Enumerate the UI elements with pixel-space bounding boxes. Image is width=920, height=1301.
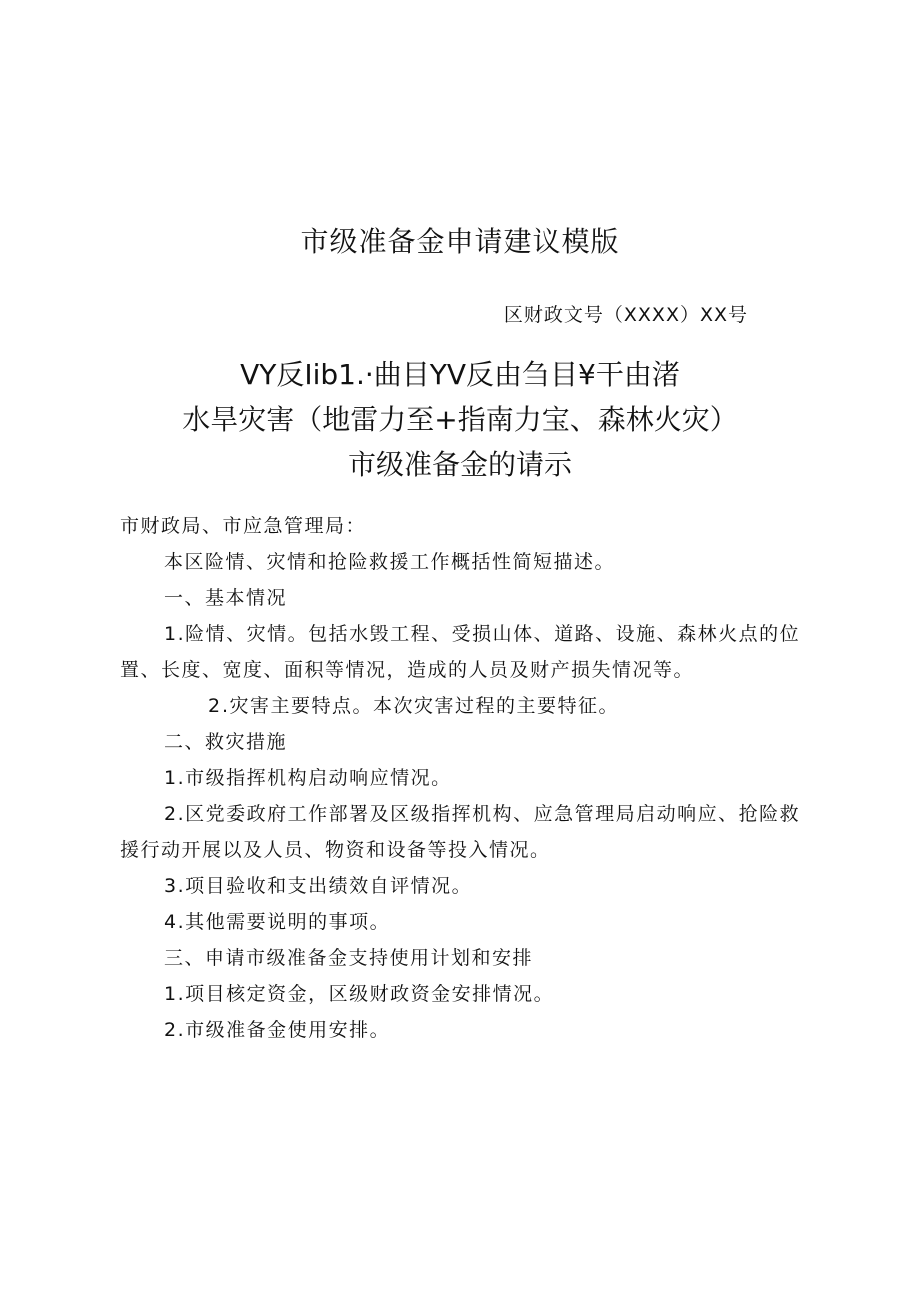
section-1-item-2-number: 2: [208, 695, 222, 717]
section-1-item-2: [120, 688, 820, 724]
request-heading: [0, 352, 920, 487]
section-2-item-3: 3.项目验收和支出绩效自评情况。: [164, 875, 473, 897]
heading-line-3: 市级准备金的请示: [347, 448, 572, 481]
section-2-item-4: 4.其他需要说明的事项。: [164, 911, 391, 933]
section-3-title: 三、申请市级准备金支持使用计划和安排: [164, 947, 534, 969]
section-2-title: 二、救灾措施: [164, 731, 288, 753]
section-2-item-1: 1.市级指挥机构启动响应情况。: [164, 767, 452, 789]
section-3-item-1: 1.项目核定资金，区级财政资金安排情况。: [164, 983, 555, 1005]
document-title: 市级准备金申请建议模版: [300, 225, 620, 258]
heading-line-2: 水旱灾害（地雷力至+指南力宝、森林火灾）: [182, 403, 738, 436]
section-3-item-2: 2.市级准备金使用安排。: [164, 1019, 391, 1041]
summary-paragraph: 本区险情、灾情和抢险救援工作概括性简短描述。: [164, 551, 616, 573]
section-2-item-2: 2.区党委政府工作部署及区级指挥机构、应急管理局启动响应、抢险救援行动开展以及人员、物资和设备等投入情况。: [120, 803, 801, 861]
section-1-item-1: 1.险情、灾情。包括水毁工程、受损山体、道路、设施、森林火点的位置、长度、宽度、面积等情况，造成的人员及财产损失情况等。: [120, 623, 801, 681]
document-number: 区财政文号（XXXX）XX号: [503, 304, 748, 326]
section-1-item-2-text: .灾害主要特点。本次灾害过程的主要特征。: [222, 695, 620, 717]
document-body: [120, 508, 820, 1048]
heading-line-1: VY反Iib1.·曲目YV反由刍目¥干由渚: [240, 358, 680, 391]
section-1-title: 一、基本情况: [164, 587, 288, 609]
addressee: 市财政局、市应急管理局：: [120, 515, 367, 537]
